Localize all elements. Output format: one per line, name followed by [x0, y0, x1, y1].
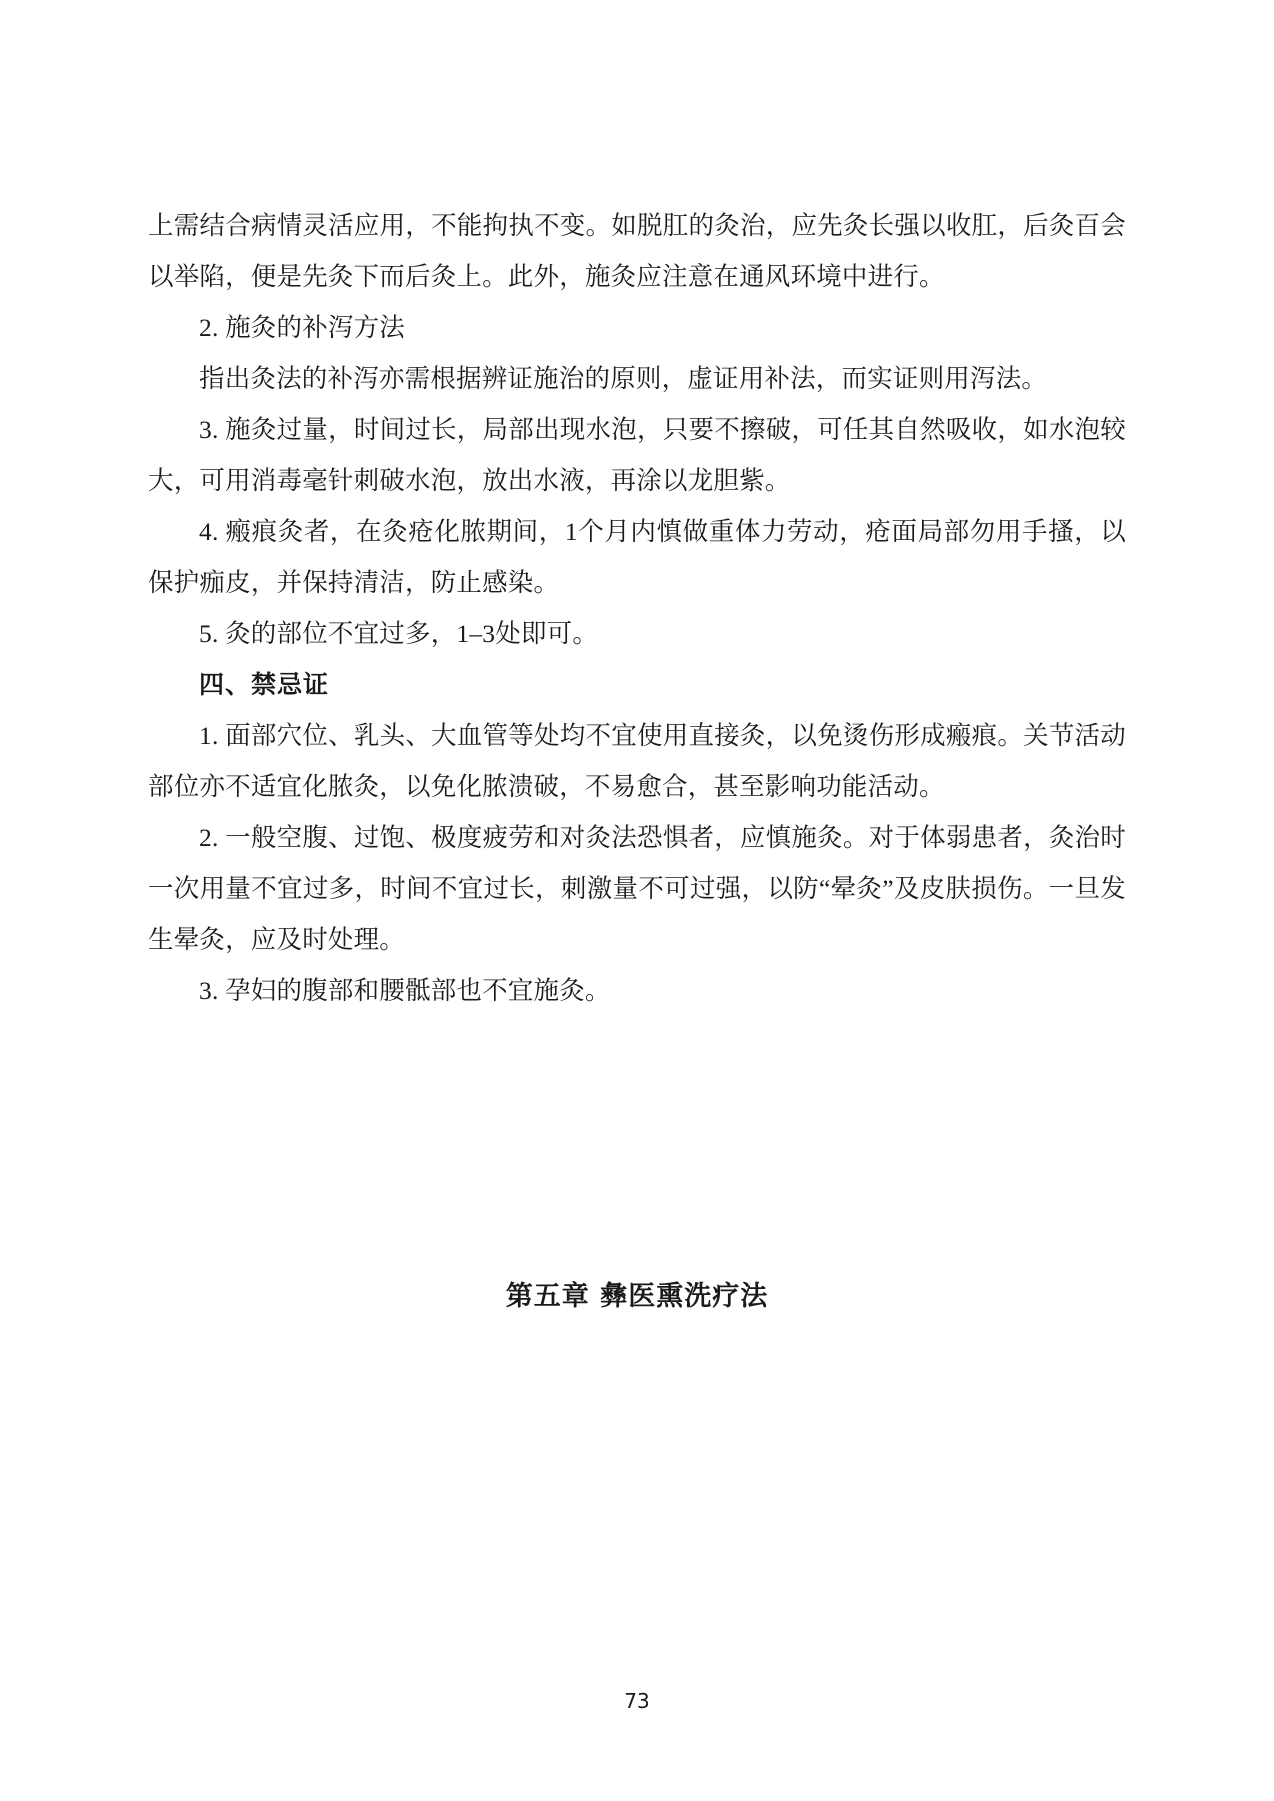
paragraph-item-2: 2. 施灸的补泻方法 — [199, 313, 406, 342]
paragraph-contraindication-3: 3. 孕妇的腹部和腰骶部也不宜施灸。 — [199, 976, 611, 1005]
paragraph-item-3: 3. 施灸过量，时间过长，局部出现水泡，只要不擦破，可任其自然吸收，如水泡较大，可用消毒毫针刺破水泡，放出水液，再涂以龙胆紫。 — [148, 415, 1126, 495]
paragraph-item-2-body: 指出灸法的补泻亦需根据辨证施治的原则，虚证用补法，而实证则用泻法。 — [199, 364, 1048, 393]
page-number: 73 — [624, 1689, 650, 1713]
paragraph-contraindication-2: 2. 一般空腹、过饱、极度疲劳和对灸法恐惧者，应慎施灸。对于体弱患者，灸治时一次用量不宜过多，时间不宜过长，刺激量不可过强，以防“晕灸”及皮肤损伤。一旦发生晕灸，应及时处理。 — [148, 823, 1126, 954]
section-heading-contraindications: 四、禁忌证 — [199, 670, 330, 699]
paragraph-continuation: 上需结合病情灵活应用，不能拘执不变。如脱肛的灸治，应先灸长强以收肛，后灸百会以举陷，便是先灸下而后灸上。此外，施灸应注意在通风环境中进行。 — [148, 211, 1126, 291]
chapter-spacer — [148, 1016, 1126, 1274]
paragraph-item-4: 4. 瘢痕灸者，在灸疮化脓期间，1个月内慎做重体力劳动，疮面局部勿用手搔，以保护痂皮，并保持清洁，防止感染。 — [148, 517, 1126, 597]
chapter-title: 第五章 彝医熏洗疗法 — [505, 1281, 769, 1312]
paragraph-item-5: 5. 灸的部位不宜过多，1–3处即可。 — [199, 619, 599, 648]
paragraph-contraindication-1: 1. 面部穴位、乳头、大血管等处均不宜使用直接灸，以免烫伤形成瘢痕。关节活动部位亦不适宜化脓灸，以免化脓溃破，不易愈合，甚至影响功能活动。 — [148, 721, 1126, 801]
